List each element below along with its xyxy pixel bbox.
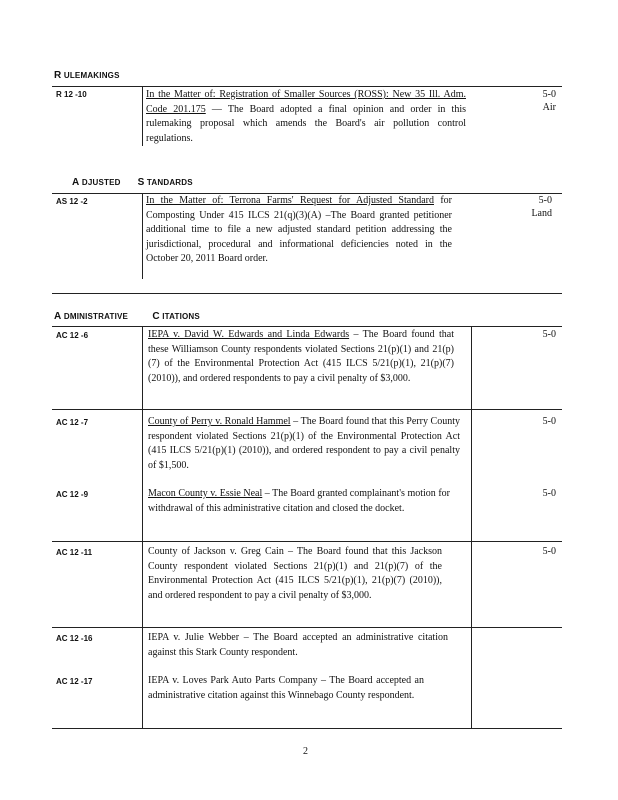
column-divider <box>142 193 143 279</box>
entry-description: In the Matter of: Registration of Smaller Sources (ROSS): New 35 Ill. Adm. Code 201.175 –– The Board adopted a final opinion and order in this rulemaking proposal which amends the Board's air pollution control regulations. <box>146 89 466 144</box>
column-divider <box>142 326 143 728</box>
entry-code: AC 12 -7 <box>56 418 89 427</box>
entry-vote: 5-0 Air <box>542 89 556 113</box>
entry-code: R 12 -10 <box>56 90 87 99</box>
entry-code: AC 12 -11 <box>56 548 93 557</box>
entry-code: AC 12 -9 <box>56 490 89 499</box>
entry-description: IEPA v. Julie Webber – The Board accepted an administrative citation against this Stark County respondent. <box>148 632 448 658</box>
entry-description: County of Perry v. Ronald Hammel – The Board found that this Perry County respondent violated Sections 21(p)(1) of the Environmental Protection Act (415 ILCS 5/21(p)(1) (2010)), and ordered respondent to pay a civil penalty of $1,500. <box>148 416 461 471</box>
case-title[interactable]: Macon County v. Essie Neal <box>148 488 263 499</box>
case-title[interactable]: IEPA v. David W. Edwards and Linda Edwards <box>148 329 350 340</box>
column-divider <box>142 86 143 146</box>
row-rule <box>52 409 562 410</box>
administrative-citations-heading: A DMINISTRATIVE C ITATIONS <box>54 311 200 322</box>
entry-vote: 5-0 <box>542 329 556 340</box>
column-divider <box>471 326 472 728</box>
adjusted-standards-bottom-rule <box>52 293 562 294</box>
entry-description: IEPA v. Loves Park Auto Parts Company – The Board accepted an administrative citation against this Winnebago County respondent. <box>148 675 424 701</box>
entry-code: AC 12 -6 <box>56 331 89 340</box>
entry-description: In the Matter of: Terrona Farms' Request for Adjusted Standard for Composting Under 415 ILCS 21(q)(3)(A) –The Board granted petitioner additional time to file a new adjusted standard petition addressing the jurisdictional, procedural and informational deficiencies noted in the October 20, 2011 Board order. <box>146 195 452 264</box>
entry-code: AC 12 -16 <box>56 634 93 643</box>
entry-vote: 5-0 <box>542 416 556 427</box>
administrative-citations-top-rule <box>52 326 562 327</box>
case-title[interactable]: In the Matter of: Terrona Farms' Request for Adjusted Standard <box>146 195 434 206</box>
adjusted-standards-heading: A DJUSTED S TANDARDS <box>72 177 193 188</box>
entry-vote: 5-0 <box>542 546 556 557</box>
entry-description: IEPA v. David W. Edwards and Linda Edwards – The Board found that these Williamson County respondents violated Sections 21(p)(1) and 21(p)(7) of the Environmental Protection Act (415 ILCS 5/21(p)(1), 21(p)(7) (2010)), and ordered respondents to pay a civil penalty of $3,000. <box>148 329 455 384</box>
table-bottom-rule <box>52 728 562 729</box>
rulemakings-heading: R ULEMAKINGS <box>54 70 120 81</box>
entry-vote: 5-0 <box>542 488 556 499</box>
entry-code: AS 12 -2 <box>56 197 88 206</box>
row-rule <box>52 627 562 628</box>
page-number: 2 <box>303 746 308 757</box>
entry-code: AC 12 -17 <box>56 677 93 686</box>
entry-description: County of Jackson v. Greg Cain – The Board found that this Jackson County respondent violated Sections 21(p)(1) and 21(p)(7) of the Environmental Protection Act (415 ILCS 5/21(p)(1), 21(p)(7) (2010)), and ordered respondent to pay a civil penalty of $3,000. <box>148 546 442 601</box>
entry-vote: 5-0 Land <box>531 195 552 219</box>
case-title[interactable]: County of Perry v. Ronald Hammel <box>148 416 291 427</box>
case-title[interactable]: In the Matter of: Registration of Smaller Sources (ROSS): New 35 Ill. Adm. Code 201.175 <box>146 89 466 115</box>
entry-description: Macon County v. Essie Neal – The Board granted complainant's motion for withdrawal of this administrative citation and closed the docket. <box>148 488 450 514</box>
row-rule <box>52 541 562 542</box>
rulemakings-top-rule <box>52 86 562 87</box>
